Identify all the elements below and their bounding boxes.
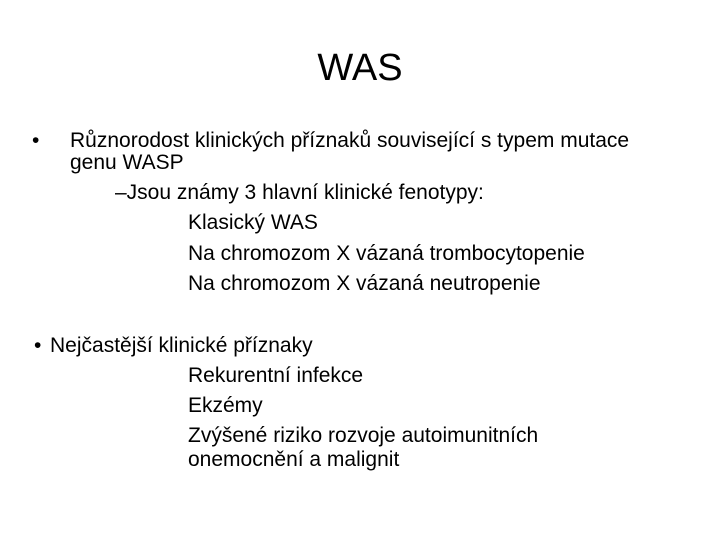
symptom-item: Ekzémy xyxy=(188,394,263,417)
phenotype-item: Na chromozom X vázaná neutropenie xyxy=(188,272,541,295)
phenotype-item: Klasický WAS xyxy=(188,211,318,234)
symptom-item: onemocnění a malignit xyxy=(188,448,400,471)
section2-heading: Nejčastější klinické příznaky xyxy=(50,334,313,357)
symptom-item: Zvýšené riziko rozvoje autoimunitních xyxy=(188,424,539,447)
bullet-icon: • xyxy=(32,129,40,152)
phenotype-item: Na chromozom X vázaná trombocytopenie xyxy=(188,242,585,265)
section1-subpoint: –Jsou známy 3 hlavní klinické fenotypy: xyxy=(115,181,484,204)
section1-line1: Různorodost klinických příznaků související s typem mutace xyxy=(70,129,630,152)
bullet-icon: • xyxy=(34,334,42,357)
section1-line2: genu WASP xyxy=(70,151,184,174)
symptom-item: Rekurentní infekce xyxy=(188,364,364,387)
slide-title: WAS xyxy=(317,47,403,89)
